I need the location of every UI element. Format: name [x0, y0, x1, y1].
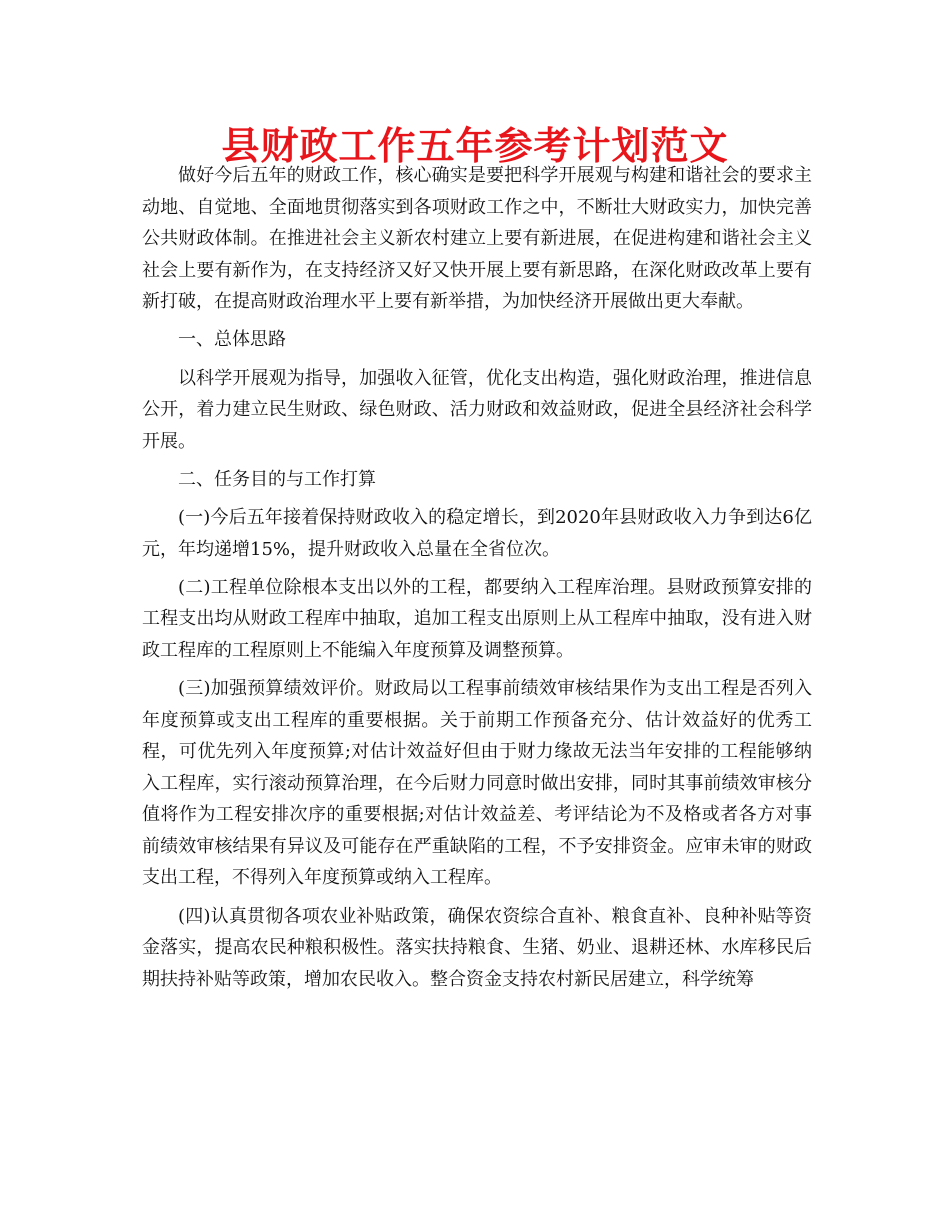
- paragraph-task-2: (二)工程单位除根本支出以外的工程，都要纳入工程库治理。县财政预算安排的工程支出均从财政工程库中抽取，追加工程支出原则上从工程库中抽取，没有进入财政工程库的工程原则上不能编入年度预算及调整预算。: [142, 576, 812, 661]
- paragraph-task-4: (四)认真贯彻各项农业补贴政策，确保农资综合直补、粮食直补、良种补贴等资金落实，提高农民种粮积极性。落实扶持粮食、生猪、奶业、退耕还林、水库移民后期扶持补贴等政策，增加农民收入。整合资金支持农村新民居建立，科学统筹: [142, 905, 812, 990]
- paragraph-intro: 做好今后五年的财政工作，核心确实是要把科学开展观与构建和谐社会的要求主动地、自觉地、全面地贯彻落实到各项财政工作之中，不断壮大财政实力，加快完善公共财政体制。在推进社会主义新农村建立上要有新进展，在促进构建和谐社会主义社会上要有新作为，在支持经济又好又快开展上要有新思路，在深化财政改革上要有新打破，在提高财政治理水平上要有新举措，为加快经济开展做出更大奉献。: [142, 165, 812, 313]
- document-body: [142, 160, 812, 995]
- section-heading-tasks: 二、任务目的与工作打算: [178, 468, 376, 490]
- paragraph-overall-thinking: 以科学开展观为指导，加强收入征管，优化支出构造，强化财政治理，推进信息公开，着力建立民生财政、绿色财政、活力财政和效益财政，促进全县经济社会科学开展。: [142, 367, 812, 452]
- document-title: 县财政工作五年参考计划范文: [221, 124, 729, 168]
- section-heading-overall-thinking: 一、总体思路: [178, 329, 286, 351]
- paragraph-task-3: (三)加强预算绩效评价。财政局以工程事前绩效审核结果作为支出工程是否列入年度预算或支出工程库的重要根据。关于前期工作预备充分、估计效益好的优秀工程，可优先列入年度预算;对估计效益好但由于财力缘故无法当年安排的工程能够纳入工程库，实行滚动预算治理，在今后财力同意时做出安排，同时其事前绩效审核分值将作为工程安排次序的重要根据;对估计效益差、考评结论为不及格或者各方对事前绩效审核结果有异议及可能存在严重缺陷的工程，不予安排资金。应审未审的财政支出工程，不得列入年度预算或纳入工程库。: [142, 677, 812, 889]
- paragraph-task-1: (一)今后五年接着保持财政收入的稳定增长，到2020年县财政收入力争到达6亿元，年均递增15%，提升财政收入总量在全省位次。: [142, 506, 812, 560]
